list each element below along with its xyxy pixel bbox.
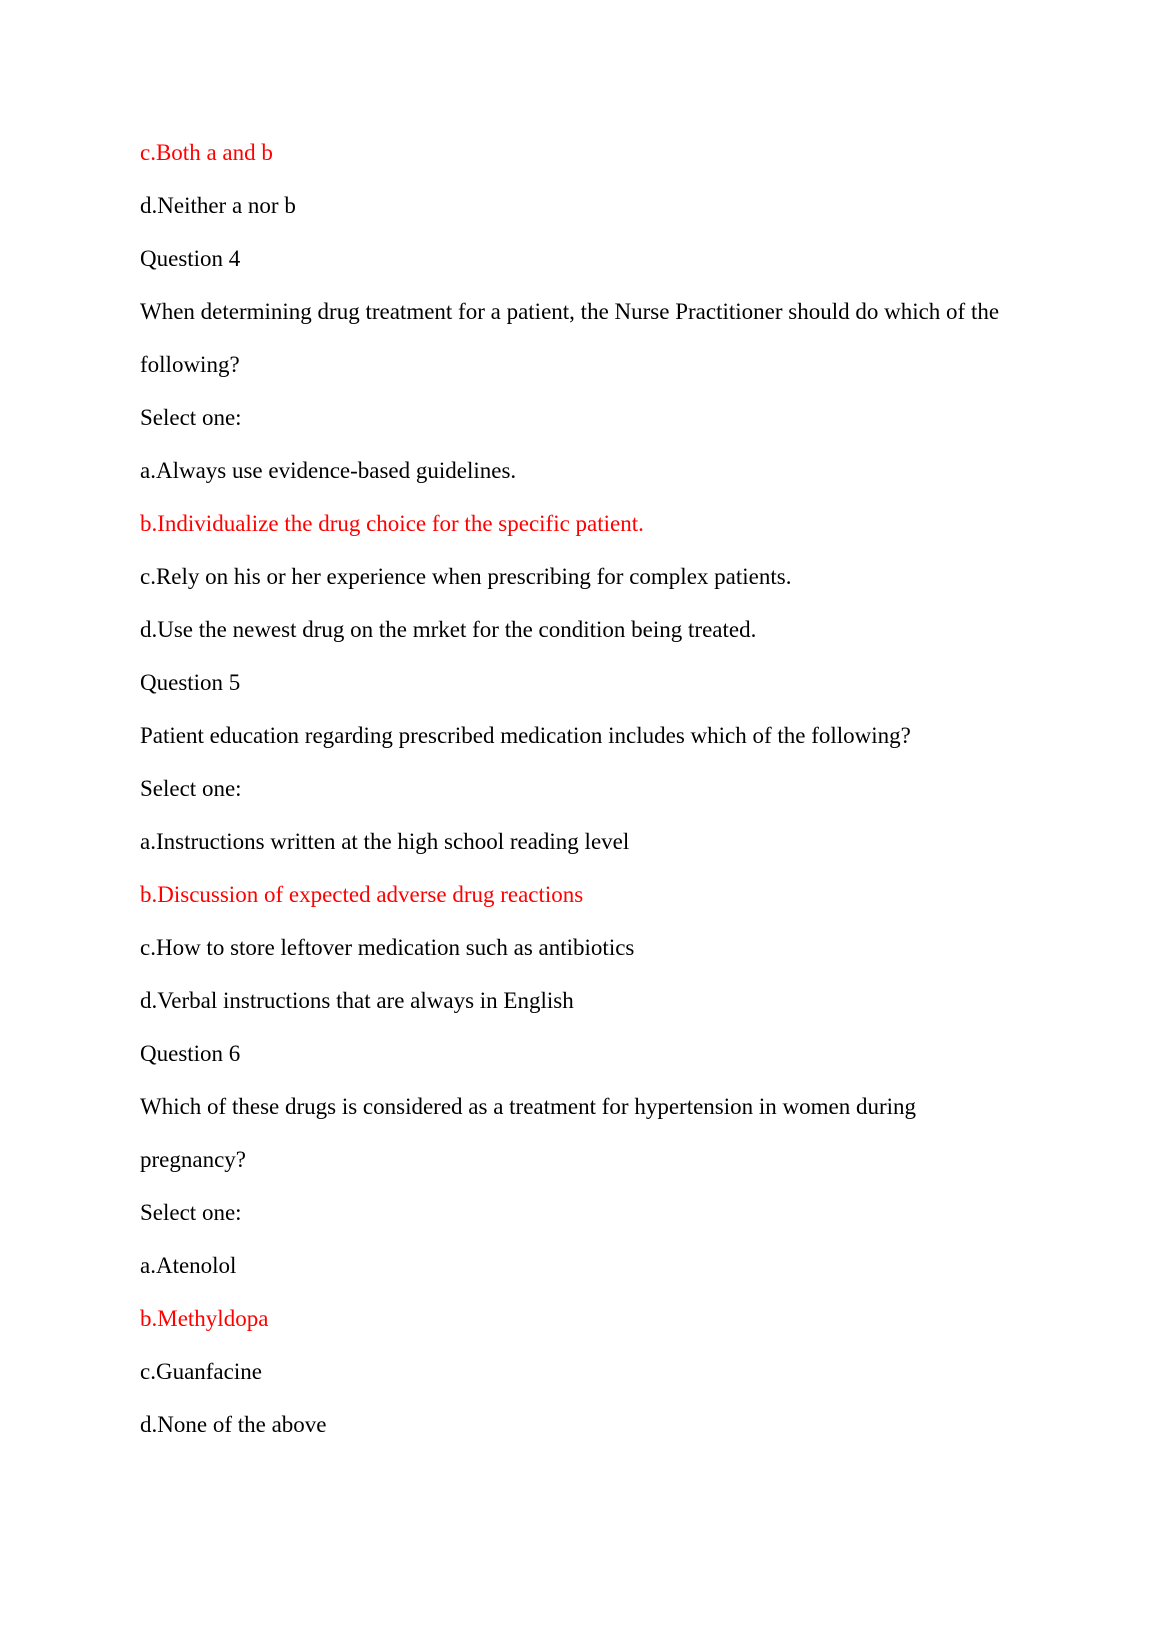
question-prompt: pregnancy? (140, 1147, 246, 1172)
question-heading: Question 6 (140, 1041, 241, 1066)
question-heading: Question 4 (140, 246, 241, 271)
answer-option: a.Instructions written at the high school reading level (140, 829, 630, 854)
answer-option-correct: b.Discussion of expected adverse drug reactions (140, 882, 584, 907)
question-heading: Question 5 (140, 670, 241, 695)
answer-option: d.Verbal instructions that are always in English (140, 988, 574, 1013)
answer-option: d.Neither a nor b (140, 193, 296, 218)
answer-option: d.None of the above (140, 1412, 327, 1437)
question-prompt: Which of these drugs is considered as a treatment for hypertension in women during (140, 1094, 917, 1119)
select-instruction: Select one: (140, 405, 242, 430)
select-instruction: Select one: (140, 776, 242, 801)
question-prompt: When determining drug treatment for a patient, the Nurse Practitioner should do which of the (140, 299, 1000, 324)
answer-option-correct: b.Individualize the drug choice for the specific patient. (140, 511, 644, 536)
answer-option: c.Guanfacine (140, 1359, 262, 1384)
answer-option-correct: b.Methyldopa (140, 1306, 269, 1331)
answer-option: c.How to store leftover medication such as antibiotics (140, 935, 635, 960)
answer-option: d.Use the newest drug on the mrket for the condition being treated. (140, 617, 757, 642)
answer-option: c.Rely on his or her experience when prescribing for complex patients. (140, 564, 792, 589)
answer-option: a.Atenolol (140, 1253, 237, 1278)
answer-option: a.Always use evidence-based guidelines. (140, 458, 517, 483)
question-prompt: following? (140, 352, 240, 377)
question-prompt: Patient education regarding prescribed medication includes which of the following? (140, 723, 911, 748)
answer-option-correct: c.Both a and b (140, 140, 273, 165)
select-instruction: Select one: (140, 1200, 242, 1225)
